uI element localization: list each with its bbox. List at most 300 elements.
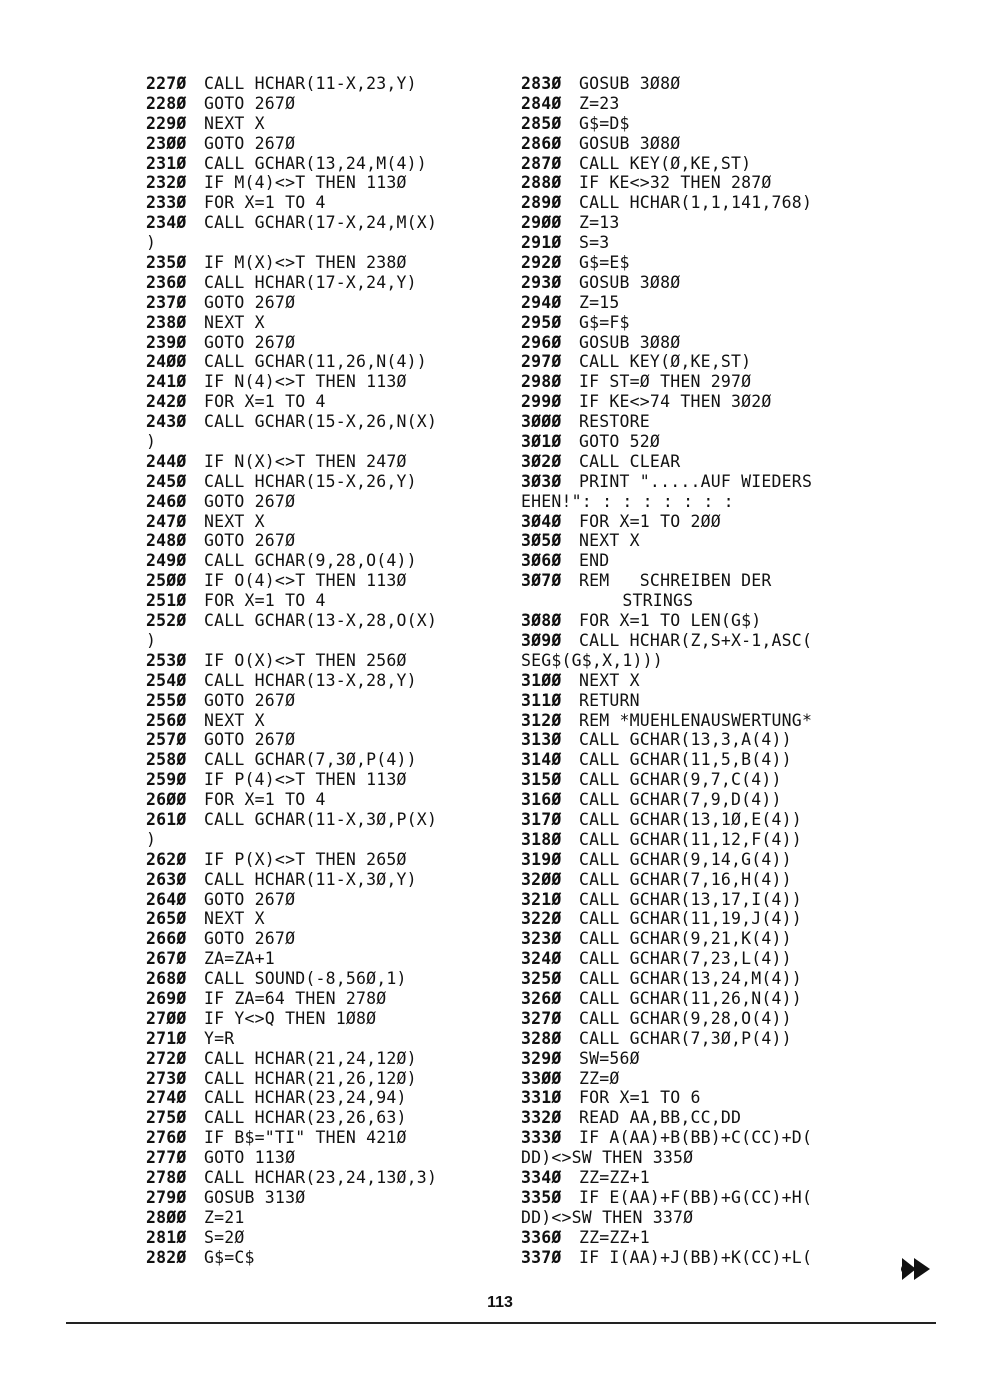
- code-line: [146, 1148, 496, 1168]
- code-line: [521, 134, 871, 154]
- line-number: 269Ø: [146, 988, 187, 1008]
- code-statement: CALL GCHAR(9,14,G(4)): [579, 849, 792, 869]
- code-line: [521, 870, 871, 890]
- code-line: [521, 412, 871, 432]
- code-line: [146, 810, 496, 830]
- code-line: [521, 1228, 871, 1248]
- code-line: [146, 273, 496, 293]
- line-number: 275Ø: [146, 1108, 187, 1128]
- code-line: [521, 173, 871, 193]
- code-line: [146, 154, 496, 174]
- code-line: [521, 929, 871, 949]
- code-line: [521, 1248, 871, 1268]
- code-line: [146, 890, 496, 910]
- code-line: [146, 1248, 496, 1268]
- code-line: [146, 1188, 496, 1208]
- line-number: 277Ø: [146, 1148, 187, 1168]
- code-line: [146, 1088, 496, 1108]
- line-number: 317Ø: [521, 809, 562, 829]
- line-number: 298Ø: [521, 372, 562, 392]
- line-number: 23ØØ: [146, 133, 187, 153]
- code-line: [146, 213, 496, 233]
- code-statement: CALL GCHAR(13,3,A(4)): [579, 730, 792, 750]
- line-number: 282Ø: [146, 1247, 187, 1267]
- code-statement: IF A(AA)+B(BB)+C(CC)+D(: [579, 1128, 813, 1148]
- code-statement: G$=C$: [204, 1247, 255, 1267]
- code-statement: CALL HCHAR(15-X,26,Y): [204, 471, 417, 491]
- line-number: 272Ø: [146, 1048, 187, 1068]
- code-line: [521, 830, 871, 850]
- code-line: [521, 293, 871, 313]
- code-statement: DD)<>SW THEN 335Ø: [521, 1148, 694, 1168]
- code-line: [146, 333, 496, 353]
- code-line: [146, 392, 496, 412]
- code-line: [521, 850, 871, 870]
- code-line: [146, 790, 496, 810]
- line-number: 242Ø: [146, 392, 187, 412]
- code-line: [521, 551, 871, 571]
- code-column-left: [146, 74, 496, 1267]
- code-statement: EHEN!": : : : : : : :: [521, 491, 734, 511]
- code-line: [521, 691, 871, 711]
- page-number: 113: [487, 1294, 513, 1311]
- code-statement: IF KE<>32 THEN 287Ø: [579, 173, 772, 193]
- code-line: [146, 412, 496, 432]
- code-statement: ZZ=ZZ+1: [579, 1227, 650, 1247]
- line-number: 268Ø: [146, 969, 187, 989]
- line-number: 234Ø: [146, 213, 187, 233]
- code-statement: IF KE<>74 THEN 3Ø2Ø: [579, 392, 772, 412]
- code-statement: CALL HCHAR(Z,S+X-1,ASC(: [579, 630, 813, 650]
- code-statement: GOTO 267Ø: [204, 531, 296, 551]
- line-number: 29ØØ: [521, 213, 562, 233]
- line-number: 247Ø: [146, 511, 187, 531]
- code-statement: CALL HCHAR(21,26,12Ø): [204, 1068, 417, 1088]
- code-statement: IF O(X)<>T THEN 256Ø: [204, 650, 407, 670]
- code-statement: NEXT X: [204, 312, 265, 332]
- code-line: [146, 929, 496, 949]
- line-number: 26ØØ: [146, 790, 187, 810]
- code-line: [521, 989, 871, 1009]
- code-line: [521, 1049, 871, 1069]
- code-statement: GOTO 113Ø: [204, 1148, 296, 1168]
- code-line: [146, 74, 496, 94]
- code-statement: ): [146, 630, 157, 650]
- code-line: [146, 870, 496, 890]
- code-line: [146, 1069, 496, 1089]
- code-line: [521, 313, 871, 333]
- code-line: [146, 651, 496, 671]
- line-number: 259Ø: [146, 770, 187, 790]
- code-line: [521, 432, 871, 452]
- code-statement: GOSUB 3Ø8Ø: [579, 74, 681, 93]
- line-number: 253Ø: [146, 650, 187, 670]
- code-statement: IF Y<>Q THEN 1Ø8Ø: [204, 1008, 377, 1028]
- code-line: [521, 1148, 871, 1168]
- code-statement: GOTO 267Ø: [204, 929, 296, 949]
- line-number: 3Ø7Ø: [521, 571, 562, 591]
- code-statement: IF P(4)<>T THEN 113Ø: [204, 770, 407, 790]
- line-number: 236Ø: [146, 272, 187, 292]
- line-number: 244Ø: [146, 451, 187, 471]
- code-statement: CALL GCHAR(7,3Ø,P(4)): [579, 1028, 792, 1048]
- code-statement: G$=D$: [579, 113, 630, 133]
- line-number: 251Ø: [146, 591, 187, 611]
- code-statement: SW=56Ø: [579, 1048, 640, 1068]
- code-statement: FOR X=1 TO 4: [204, 193, 326, 213]
- code-line: [146, 1108, 496, 1128]
- code-line: [146, 1009, 496, 1029]
- code-statement: GOTO 267Ø: [204, 133, 296, 153]
- code-statement: FOR X=1 TO 6: [579, 1088, 701, 1108]
- line-number: 328Ø: [521, 1028, 562, 1048]
- code-statement: CALL GCHAR(7,16,H(4)): [579, 869, 792, 889]
- code-line: [146, 850, 496, 870]
- code-statement: CALL GCHAR(9,28,O(4)): [204, 551, 417, 571]
- code-statement: FOR X=1 TO 4: [204, 591, 326, 611]
- code-line: [521, 890, 871, 910]
- line-number: 3Ø6Ø: [521, 551, 562, 571]
- line-number: 256Ø: [146, 710, 187, 730]
- code-line: [146, 1049, 496, 1069]
- code-line: [146, 989, 496, 1009]
- code-line: [146, 1168, 496, 1188]
- code-line: [521, 730, 871, 750]
- code-statement: FOR X=1 TO 4: [204, 392, 326, 412]
- code-statement: GOTO 267Ø: [204, 332, 296, 352]
- line-number: 283Ø: [521, 74, 562, 93]
- code-line: [521, 671, 871, 691]
- code-statement: CALL GCHAR(13,1Ø,E(4)): [579, 809, 802, 829]
- code-line: [146, 472, 496, 492]
- code-line: [146, 671, 496, 691]
- line-number: 285Ø: [521, 113, 562, 133]
- line-number: 264Ø: [146, 889, 187, 909]
- line-number: 235Ø: [146, 253, 187, 273]
- line-number: 286Ø: [521, 133, 562, 153]
- line-number: 231Ø: [146, 153, 187, 173]
- code-statement: NEXT X: [204, 511, 265, 531]
- code-line: [146, 114, 496, 134]
- code-line: [521, 591, 871, 611]
- code-statement: GOTO 52Ø: [579, 432, 661, 452]
- code-line: [146, 1128, 496, 1148]
- code-line: [146, 313, 496, 333]
- line-number: 271Ø: [146, 1028, 187, 1048]
- code-statement: CALL GCHAR(9,21,K(4)): [579, 929, 792, 949]
- line-number: 257Ø: [146, 730, 187, 750]
- code-line: [521, 711, 871, 731]
- code-line: [521, 1029, 871, 1049]
- code-statement: Y=R: [204, 1028, 235, 1048]
- code-statement: CALL KEY(Ø,KE,ST): [579, 153, 752, 173]
- code-line: [521, 531, 871, 551]
- code-statement: S=2Ø: [204, 1227, 245, 1247]
- code-line: [146, 591, 496, 611]
- code-statement: CALL GCHAR(9,7,C(4)): [579, 770, 782, 790]
- code-line: [146, 691, 496, 711]
- code-statement: NEXT X: [204, 909, 265, 929]
- code-line: [521, 1188, 871, 1208]
- code-line: [146, 293, 496, 313]
- line-number: 295Ø: [521, 312, 562, 332]
- code-statement: IF M(4)<>T THEN 113Ø: [204, 173, 407, 193]
- code-statement: ): [146, 432, 157, 452]
- code-statement: IF N(X)<>T THEN 247Ø: [204, 451, 407, 471]
- code-line: [146, 253, 496, 273]
- line-number: 33ØØ: [521, 1068, 562, 1088]
- code-line: [521, 114, 871, 134]
- line-number: 3Ø5Ø: [521, 531, 562, 551]
- line-number: 284Ø: [521, 93, 562, 113]
- line-number: 299Ø: [521, 392, 562, 412]
- line-number: 329Ø: [521, 1048, 562, 1068]
- code-statement: G$=F$: [579, 312, 630, 332]
- line-number: 319Ø: [521, 849, 562, 869]
- code-statement: CALL GCHAR(7,9,D(4)): [579, 790, 782, 810]
- footer-rule: [66, 1322, 936, 1324]
- line-number: 262Ø: [146, 849, 187, 869]
- line-number: 315Ø: [521, 770, 562, 790]
- line-number: 32ØØ: [521, 869, 562, 889]
- code-line: [146, 770, 496, 790]
- line-number: 311Ø: [521, 690, 562, 710]
- code-statement: Z=15: [579, 292, 620, 312]
- line-number: 289Ø: [521, 193, 562, 213]
- line-number: 278Ø: [146, 1167, 187, 1187]
- line-number: 254Ø: [146, 670, 187, 690]
- code-line: [521, 1088, 871, 1108]
- code-line: [146, 711, 496, 731]
- code-statement: CALL HCHAR(11-X,3Ø,Y): [204, 869, 417, 889]
- code-line: [521, 969, 871, 989]
- code-line: [521, 512, 871, 532]
- code-line: [521, 1108, 871, 1128]
- line-number: 324Ø: [521, 949, 562, 969]
- code-line: [146, 909, 496, 929]
- code-line: [521, 74, 871, 94]
- line-number: 3Ø2Ø: [521, 451, 562, 471]
- code-statement: IF P(X)<>T THEN 265Ø: [204, 849, 407, 869]
- code-statement: FOR X=1 TO 4: [204, 790, 326, 810]
- line-number: 312Ø: [521, 710, 562, 730]
- line-number: 334Ø: [521, 1167, 562, 1187]
- line-number: 318Ø: [521, 829, 562, 849]
- code-statement: END: [579, 551, 610, 571]
- code-statement: CALL GCHAR(7,23,L(4)): [579, 949, 792, 969]
- code-statement: Z=13: [579, 213, 620, 233]
- line-number: 267Ø: [146, 949, 187, 969]
- line-number: 263Ø: [146, 869, 187, 889]
- code-statement: GOTO 267Ø: [204, 93, 296, 113]
- code-line: [146, 432, 496, 452]
- code-line: [521, 1069, 871, 1089]
- code-statement: S=3: [579, 233, 610, 253]
- code-line: [146, 492, 496, 512]
- code-statement: GOTO 267Ø: [204, 889, 296, 909]
- code-line: [521, 611, 871, 631]
- line-number: 274Ø: [146, 1088, 187, 1108]
- line-number: 31ØØ: [521, 670, 562, 690]
- code-statement: ): [146, 829, 157, 849]
- code-statement: CALL HCHAR(1,1,141,768): [579, 193, 813, 213]
- code-statement: IF I(AA)+J(BB)+K(CC)+L(: [579, 1247, 813, 1267]
- line-number: 248Ø: [146, 531, 187, 551]
- code-statement: FOR X=1 TO 2ØØ: [579, 511, 721, 531]
- code-line: [146, 1228, 496, 1248]
- code-line: [521, 790, 871, 810]
- double-arrow-right-icon: [900, 1256, 940, 1282]
- code-line: [521, 94, 871, 114]
- line-number: 332Ø: [521, 1108, 562, 1128]
- code-statement: GOSUB 3Ø8Ø: [579, 133, 681, 153]
- code-line: [146, 730, 496, 750]
- line-number: 237Ø: [146, 292, 187, 312]
- line-number: 313Ø: [521, 730, 562, 750]
- code-line: [521, 909, 871, 929]
- code-statement: DD)<>SW THEN 337Ø: [521, 1207, 694, 1227]
- code-statement: CALL GCHAR(9,28,O(4)): [579, 1008, 792, 1028]
- code-statement: CALL GCHAR(13,24,M(4)): [579, 969, 802, 989]
- code-line: [521, 392, 871, 412]
- code-line: [521, 372, 871, 392]
- code-line: [521, 770, 871, 790]
- code-statement: NEXT X: [204, 710, 265, 730]
- code-statement: CALL HCHAR(23,24,13Ø,3): [204, 1167, 438, 1187]
- code-statement: CALL SOUND(-8,56Ø,1): [204, 969, 407, 989]
- code-line: [521, 253, 871, 273]
- code-statement: ): [146, 233, 157, 253]
- code-line: [521, 949, 871, 969]
- line-number: 241Ø: [146, 372, 187, 392]
- code-statement: CALL HCHAR(11-X,23,Y): [204, 74, 417, 93]
- line-number: 3Ø3Ø: [521, 471, 562, 491]
- code-statement: GOTO 267Ø: [204, 491, 296, 511]
- line-number: 326Ø: [521, 988, 562, 1008]
- code-line: [146, 750, 496, 770]
- line-number: 249Ø: [146, 551, 187, 571]
- code-line: [521, 1168, 871, 1188]
- code-statement: IF O(4)<>T THEN 113Ø: [204, 571, 407, 591]
- line-number: 255Ø: [146, 690, 187, 710]
- code-statement: PRINT ".....AUF WIEDERS: [579, 471, 813, 491]
- line-number: 335Ø: [521, 1187, 562, 1207]
- code-statement: CALL GCHAR(11-X,3Ø,P(X): [204, 809, 438, 829]
- code-line: [146, 830, 496, 850]
- code-statement: NEXT X: [204, 113, 265, 133]
- code-line: [146, 372, 496, 392]
- line-number: 252Ø: [146, 611, 187, 631]
- code-line: [521, 1208, 871, 1228]
- line-number: 325Ø: [521, 969, 562, 989]
- code-line: [146, 551, 496, 571]
- code-statement: GOSUB 3Ø8Ø: [579, 272, 681, 292]
- code-line: [521, 452, 871, 472]
- code-statement: RESTORE: [579, 412, 650, 432]
- line-number: 291Ø: [521, 233, 562, 253]
- code-line: [521, 750, 871, 770]
- code-line: [146, 134, 496, 154]
- code-statement: ZA=ZA+1: [204, 949, 275, 969]
- line-number: 321Ø: [521, 889, 562, 909]
- code-statement: GOSUB 3Ø8Ø: [579, 332, 681, 352]
- code-line: [146, 94, 496, 114]
- code-line: [146, 452, 496, 472]
- code-statement: GOTO 267Ø: [204, 292, 296, 312]
- code-statement: CALL KEY(Ø,KE,ST): [579, 352, 752, 372]
- line-number: 322Ø: [521, 909, 562, 929]
- code-statement: Z=23: [579, 93, 620, 113]
- line-number: 294Ø: [521, 292, 562, 312]
- code-line: [521, 631, 871, 651]
- line-number: 238Ø: [146, 312, 187, 332]
- line-number: 229Ø: [146, 113, 187, 133]
- code-statement: CALL GCHAR(11,26,N(4)): [579, 988, 802, 1008]
- code-line: [146, 512, 496, 532]
- code-line: [521, 492, 871, 512]
- line-number: 245Ø: [146, 471, 187, 491]
- code-line: [146, 571, 496, 591]
- line-number: 327Ø: [521, 1008, 562, 1028]
- code-statement: IF ST=Ø THEN 297Ø: [579, 372, 752, 392]
- line-number: 228Ø: [146, 93, 187, 113]
- code-statement: IF N(4)<>T THEN 113Ø: [204, 372, 407, 392]
- line-number: 323Ø: [521, 929, 562, 949]
- code-statement: GOTO 267Ø: [204, 730, 296, 750]
- code-line: [521, 273, 871, 293]
- line-number: 273Ø: [146, 1068, 187, 1088]
- code-statement: READ AA,BB,CC,DD: [579, 1108, 742, 1128]
- line-number: 316Ø: [521, 790, 562, 810]
- line-number: 3Ø9Ø: [521, 630, 562, 650]
- code-line: [521, 1009, 871, 1029]
- code-statement: NEXT X: [579, 531, 640, 551]
- line-number: 297Ø: [521, 352, 562, 372]
- line-number: 28ØØ: [146, 1207, 187, 1227]
- line-number: 3Ø1Ø: [521, 432, 562, 452]
- line-number: 296Ø: [521, 332, 562, 352]
- code-line: [146, 233, 496, 253]
- code-line: [521, 472, 871, 492]
- code-statement: CALL GCHAR(11,26,N(4)): [204, 352, 427, 372]
- code-line: [521, 233, 871, 253]
- code-statement: CALL GCHAR(11,19,J(4)): [579, 909, 802, 929]
- line-number: 261Ø: [146, 809, 187, 829]
- code-line: [146, 1029, 496, 1049]
- line-number: 288Ø: [521, 173, 562, 193]
- code-line: [146, 531, 496, 551]
- code-line: [521, 213, 871, 233]
- code-statement: CALL GCHAR(13-X,28,O(X): [204, 611, 438, 631]
- code-statement: NEXT X: [579, 670, 640, 690]
- line-number: 3ØØØ: [521, 412, 562, 432]
- line-number: 336Ø: [521, 1227, 562, 1247]
- line-number: 3Ø4Ø: [521, 511, 562, 531]
- code-column-right: [521, 74, 871, 1267]
- line-number: 243Ø: [146, 412, 187, 432]
- code-statement: CALL GCHAR(15-X,26,N(X): [204, 412, 438, 432]
- code-line: [521, 571, 871, 591]
- code-statement: Z=21: [204, 1207, 245, 1227]
- line-number: 333Ø: [521, 1128, 562, 1148]
- line-number: 27ØØ: [146, 1008, 187, 1028]
- code-line: [521, 193, 871, 213]
- code-statement: ZZ=ZZ+1: [579, 1167, 650, 1187]
- code-line: [521, 333, 871, 353]
- line-number: 337Ø: [521, 1247, 562, 1267]
- code-statement: REM SCHREIBEN DER: [579, 571, 772, 591]
- line-number: 233Ø: [146, 193, 187, 213]
